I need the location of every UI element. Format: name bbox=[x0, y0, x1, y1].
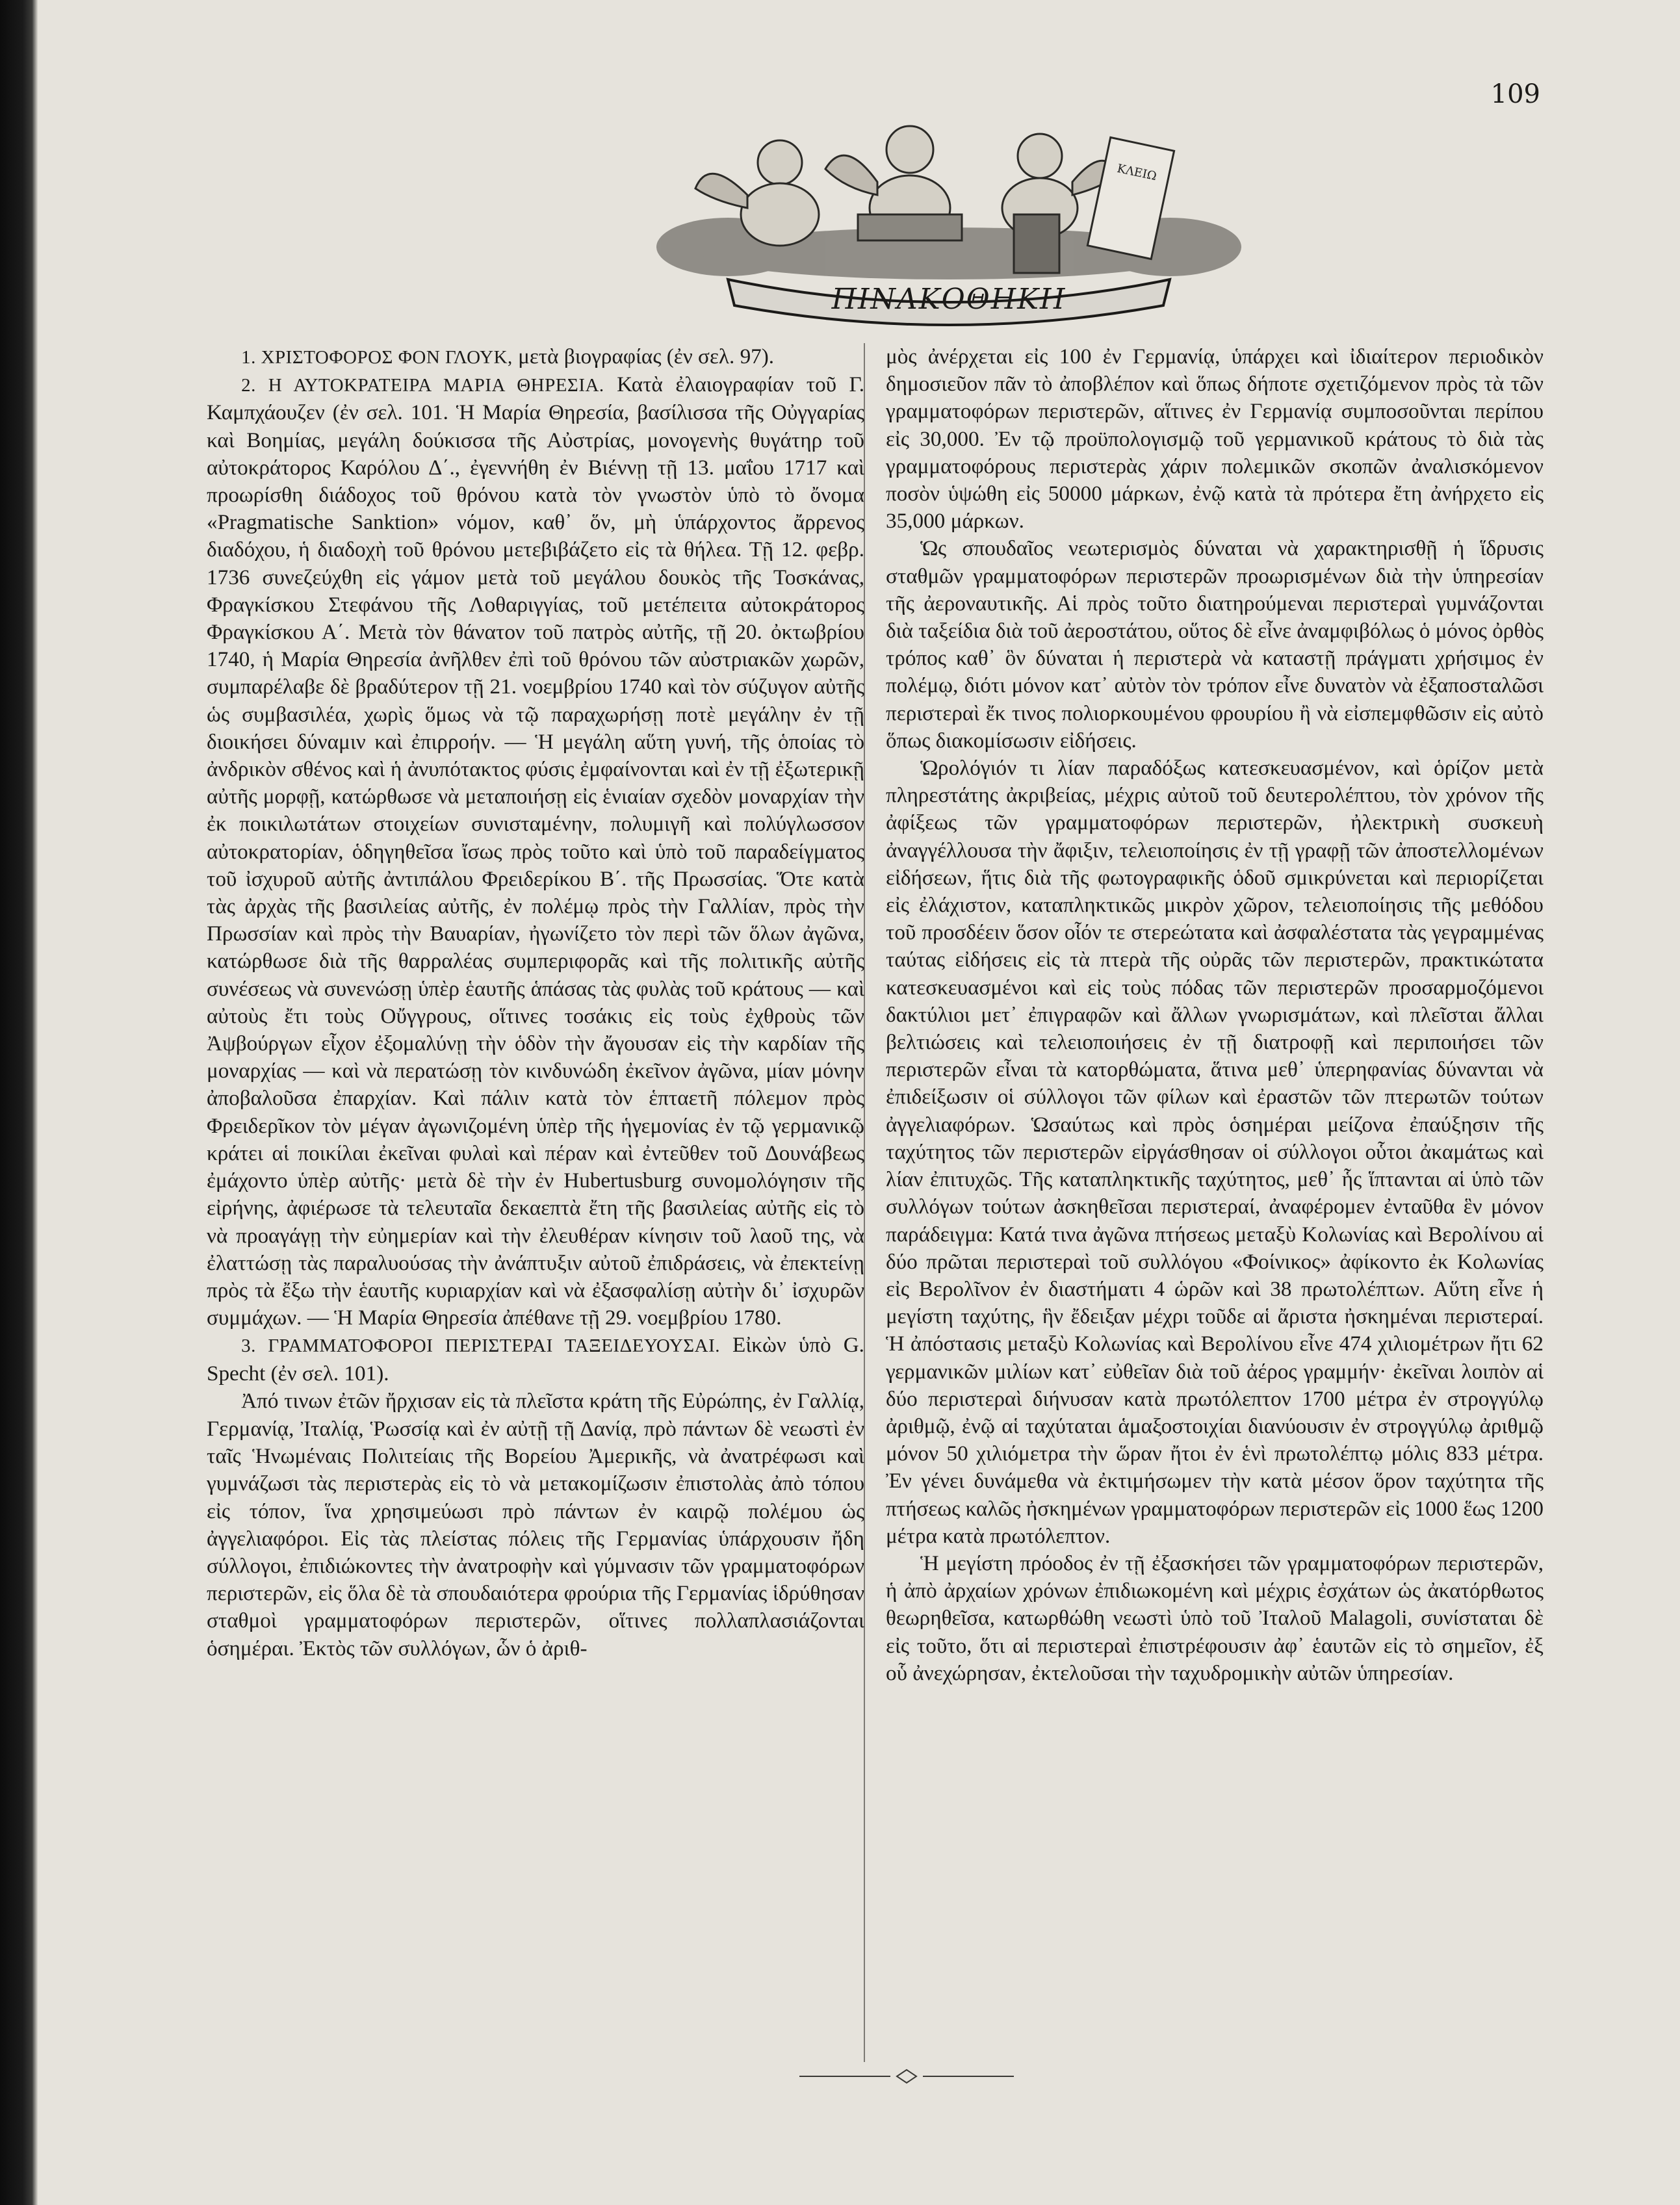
item-heading: 1. ΧΡΙΣΤΟΦΟΡΟΣ ΦΟΝ ΓΛΟΥΚ, bbox=[241, 347, 513, 368]
paragraph-item-4 bbox=[207, 1387, 864, 1662]
item-heading: 3. ΓΡΑΜΜΑΤΟΦΟΡΟΙ ΠΕΡΙΣΤΕΡΑΙ ΤΑΞΕΙΔΕΥΟΥΣΑΙ. bbox=[241, 1335, 720, 1357]
paragraph-text: Κατὰ ἐλαιογραφίαν τοῦ Γ. Καμπχάουζεν (ἐν σελ. 101. Ἡ Μαρία Θηρεσία, βασίλισσα τῆς Οὐγγαρίας καὶ Βοημίας, μεγάλη δούκισσα τῆς Αὐστρίας, μονογενὴς θυγάτηρ τοῦ αὐτοκράτορος Καρόλου Δ΄., ἐγεννήθη ἐν Βιέννῃ τῇ 13. μαΐου 1717 καὶ προωρίσθη διάδοχος τοῦ θρόνου κατὰ τὸν γνωστὸν ὑπὸ τὸ ὄνομα «Pragmatische Sanktion» νόμον, καθ᾽ ὅν, μὴ ὑπάρχοντος ἄρρενος διαδόχου, ἡ διαδοχὴ τοῦ θρόνου μετεβιβάζετο εἰς τὰ θήλεα. Τῇ 12. φεβρ. 1736 συνεζεύχθη εἰς γάμον μετὰ τοῦ μεγάλου δουκὸς τῆς Τοσκάνας, Φραγκίσκου Στεφάνου τῆς Λοθαριγγίας, τοῦ μετέπειτα αὐτοκράτορος Φραγκίσκου Α΄. Μετὰ τὸν θάνατον τοῦ πατρὸς αὐτῆς, τῇ 20. ὀκτωβρίου 1740, ἡ Μαρία Θηρεσία ἀνῆλθεν ἐπὶ τοῦ θρόνου τῶν αὐστριακῶν χωρῶν, συμπαρέλαβε δὲ βραδύτερον τῇ 21. νοεμβρίου 1740 καὶ τὸν σύζυγον αὐτῆς ὡς συμβασιλέα, χωρὶς ὅμως νὰ τῷ παραχωρήσῃ ποτὲ μεγάλην ἐν τῇ διοικήσει δύναμιν καὶ ἐπιρροήν. — Ἡ μεγάλη αὕτη γυνή, τῆς ὁποίας τὸ ἀνδρικὸν σθένος καὶ ἡ ἀνυπότακτος φύσις ἐμφαίνονται καὶ ἐν τῇ ἐξωτερικῇ αὐτῆς μορφῇ, κατώρθωσε νὰ μεταποιήσῃ εἰς ἑνιαίαν σχεδὸν μοναρχίαν τὴν ἐκ ποικιλωτάτων στοιχείων συνισταμένην, πολυμιγῆ καὶ πολύγλωσσον αὐτοκρατορίαν, ὁδηγηθεῖσα ἴσως πρὸς τοῦτο καὶ ὑπὸ τοῦ παραδείγματος τοῦ ἰσχυροῦ αὐτῆς ἀντιπάλου Φρειδερίκου Β΄. τῆς Πρωσσίας. Ὅτε κατὰ τὰς ἀρχὰς τῆς βασιλείας αὐτῆς, ἐν πολέμῳ πρὸς τὴν Γαλλίαν, πρὸς τὴν Πρωσσίαν καὶ πρὸς τὴν Βαυαρίαν, ἠγωνίζετο τὸν περὶ τῶν ὅλων ἀγῶνα, κατώρθωσε διὰ τῆς θαρραλέας συμπεριφορᾶς καὶ τῆς πολιτικῆς αὐτῆς συνέσεως νὰ συνενώσῃ ὑπὲρ ἑαυτῆς ἁπάσας τὰς φυλὰς τοῦ κράτους — καὶ αὐτοὺς ἔτι τοὺς Οὔγγρους, οἵτινες τοσάκις εἰς τοὺς ἐχθροὺς τῶν Ἀψβούργων εἶχον ἐξομαλύνῃ τὴν ὁδὸν τὴν ἄγουσαν εἰς τὴν καρδίαν τῆς μοναρχίας — καὶ νὰ περατώσῃ τὸν κινδυνώδη ἐκεῖνον ἀγῶνα, μίαν μόνην ἀποβαλοῦσα ἐπαρχίαν. Καὶ πάλιν κατὰ τὸν ἑπταετῆ πόλεμον πρὸς Φρειδερῖκον τὸν μέγαν ἀγωνιζομένη ὑπὲρ τῆς ἡγεμονίας ἐν τῷ γερμανικῷ κράτει αἱ ποικίλαι ἐκεῖναι φυλαὶ καὶ πέραν καὶ ἐντεῦθεν τοῦ Δουνάβεως ἐμάχοντο ὑπὲρ αὐτῆς· μετὰ δὲ τὴν ἐν Hubertusburg συνομολόγησιν τῆς εἰρήνης, ἀφιέρωσε τὰ τελευταῖα δεκαεπτὰ ἔτη τῆς βασιλείας αὐτῆς εἰς τὸ νὰ προαγάγῃ τὴν εὐημερίαν καὶ τὴν ἐλευθέραν κίνησιν τοῦ λαοῦ της, νὰ ἐλαττώσῃ τὰς παραλυούσας τὴν ἀνάπτυξιν αὐτοῦ ἐπιδράσεις, νὰ ἐπεκτείνῃ πρὸς τὰ ἔξω τὴν ἑαυτῆς κυριαρχίαν καὶ νὰ ἐξασφαλίσῃ αὐτὴν δι᾽ ἰσχυρῶν συμμάχων. — Ἡ Μαρία Θηρεσία ἀπέθανε τῇ 29. νοεμβρίου 1780. bbox=[207, 372, 865, 1330]
right-column bbox=[886, 343, 1544, 1687]
left-column bbox=[207, 343, 864, 1662]
item-heading: 2. Η ΑΥΤΟΚΡΑΤΕΙΡΑ ΜΑΡΙΑ ΘΗΡΕΣΙΑ. bbox=[241, 375, 604, 396]
footer-ornament-icon bbox=[799, 2067, 1014, 2086]
paragraph-clock bbox=[886, 754, 1544, 1550]
paragraph-aeronautics bbox=[886, 535, 1544, 754]
book-spine bbox=[0, 0, 38, 2205]
paragraph-malagoli bbox=[886, 1550, 1544, 1687]
paragraph-text: μετὰ βιογραφίας (ἐν σελ. 97). bbox=[512, 344, 775, 368]
scroll-label: ΚΛΕΙΩ bbox=[1115, 161, 1158, 184]
banner-label: ΠΙΝΑΚΟΘΗΚΗ bbox=[831, 283, 1066, 316]
paragraph-text: Ἡ μεγίστη πρόοδος ἐν τῇ ἐξασκήσει τῶν γραμματοφόρων περιστερῶν, ἡ ἀπὸ ἀρχαίων χρόνων ἐπιδιωκομένη καὶ μέχρις ἐσχάτων ὡς ἀκατόρθωτος θεωρηθεῖσα, κατωρθώθη νεωστὶ ὑπὸ τοῦ Ἰταλοῦ Malagoli, συνίσταται δὲ εἰς τοῦτο, ὅτι αἱ περιστεραὶ ἐπιστρέφουσιν ἀφ᾽ ἑαυτῶν εἰς τὸ σημεῖον, ἐξ οὗ ἀνεχώρησαν, ἐκτελοῦσαι τὴν ταχυδρομικὴν αὐτῶν ὑπηρεσίαν. bbox=[886, 1551, 1544, 1685]
cherub-middle-illustration bbox=[825, 126, 962, 240]
pinakotheke-banner-illustration bbox=[650, 117, 1248, 331]
paragraph-text: Ὡς σπουδαῖος νεωτερισμὸς δύναται νὰ χαρακτηρισθῇ ἡ ἵδρυσις σταθμῶν γραμματοφόρων περιστερῶν προωρισμένων διὰ τὴν ὑπηρεσίαν τῆς ἀεροναυτικῆς. Αἱ πρὸς τοῦτο διατηρούμεναι περιστεραὶ γυμνάζονται διὰ ταξείδια διὰ τοῦ ἀεροστάτου, οὕτος δὲ εἶνε ἀναμφιβόλως ὁ μόνος ὀρθὸς τρόπος καθ᾽ ὃν δύναται ἡ περιστερὰ νὰ καταστῇ πράγματι χρήσιμος ἐν πολέμῳ, διότι μόνον κατ᾽ αὐτὸν τὸν τρόπον εἶνε δυνατὸν νὰ ἐξαποσταλῶσι περιστεραὶ ἔκ τινος πολιορκουμένου φρουρίου ἢ νὰ εἰσπεμφθῶσιν εἰς αὐτὸ ὅπως διακομίσωσιν εἰδήσεις. bbox=[886, 536, 1544, 753]
paragraph-continuation bbox=[886, 343, 1544, 535]
page-number: 109 bbox=[1490, 79, 1540, 109]
paragraph-text: Ὡρολόγιόν τι λίαν παραδόξως κατεσκευασμένον, καὶ ὁρίζον μετὰ πληρεστάτης ἀκριβείας, μέχρις αὐτοῦ τοῦ δευτερολέπτου, τὸν χρόνον τῆς ἀφίξεως τῶν γραμματοφόρων περιστερῶν, ἠλεκτρικὴ συσκευὴ ἀναγγέλλουσα τὴν ἄφιξιν, τελειοποίησις ἐν τῇ γραφῇ τῶν ἀποστελλομένων εἰδήσεων, ἥτις διὰ τῆς φωτογραφικῆς ὁδοῦ σμικρύνεται καὶ περιορίζεται εἰς ἐλάχιστον, καταπληκτικῶς μικρὸν χῶρον, τελειοποίησις τῆς μεθόδου τοῦ προσδέειν ὅσον οἷόν τε στερεώτατα καὶ ἀσφαλέστατα τὰς γεγραμμένας ταύτας εἰδήσεις εἰς τὰ πτερὰ τῆς οὐρᾶς τῶν περιστερῶν, πρακτικώτατα κατεσκευασμένοι καὶ εἰς τοὺς πόδας τῶν περιστερῶν προσαρμοζόμενοι δακτύλιοι μετ᾽ ἐπιγραφῶν καὶ ἄλλων γνωρισμάτων, καὶ πλεῖσται ἄλλαι βελτιώσεις καὶ τελειοποιήσεις ἐν τῇ διατροφῇ καὶ περιποιήσει τῶν περιστερῶν εἶναι τὰ κατορθώματα, ἅτινα μεθ᾽ ὑπερηφανίας δύνανται νὰ ἐπιδείξωσιν οἱ σύλλογοι τῶν φίλων καὶ ἐραστῶν τῶν πτερωτῶν τούτων ἀγγελιαφόρων. Ὡσαύτως καὶ πρὸς ὁσημέραι μείζονα ἐπαύξησιν τῆς ταχύτητος τῶν περιστερῶν εἰργάσθησαν οἱ σύλλογοι οὗτοι ἀκαμάτως καὶ λίαν ἐπιτυχῶς. Τῆς καταπληκτικῆς ταχύτητος, μεθ᾽ ἧς ἵπτανται αἱ ὑπὸ τῶν συλλόγων τούτων ἀσκηθεῖσαι περιστεραί, ἀναφέρομεν ἐνταῦθα ἓν μόνον παράδειγμα: Κατά τινα ἀγῶνα πτήσεως μεταξὺ Κολωνίας καὶ Βερολίνου αἱ δύο πρῶται περιστεραὶ τοῦ συλλόγου «Φοίνικος» ἀφίκοντο ἐκ Κολωνίας εἰς Βερολῖνον ἐν διαστήματι 4 ὡρῶν καὶ 38 πρωτολέπτων. Αὕτη εἶνε ἡ μεγίστη ταχύτης, ἣν ἔδειξαν μέχρι τοῦδε αἱ ἄριστα ἠσκημέναι περιστεραί. Ἡ ἀπόστασις μεταξὺ Κολωνίας καὶ Βερολίνου εἶνε 474 χιλιομέτρων ἤτι 62 γερμανικῶν μιλίων κατ᾽ εὐθεῖαν διὰ τοῦ ἀέρος γραμμήν· ἐκεῖναι λοιπὸν αἱ δύο περιστεραὶ διήνυσαν κατὰ πρωτόλεπτον 1700 μέτρα ἐν στρογγύλῳ ἀριθμῷ, ἐνῷ αἱ ταχύταται ἁμαξοστοιχίαι διανύουσιν ἐν στρογγύλῳ ἀριθμῷ μόνον 50 χιλιόμετρα τὴν ὥραν ἤτοι ἐν ἑνὶ πρωτολέπτῳ μόλις 833 μέτρα. Ἐν γένει δυνάμεθα νὰ ἐκτιμήσωμεν τὴν κατὰ μέσον ὅρον ταχύτητα τῆς πτήσεως καλῶς ἠσκημένων γραμματοφόρων περιστερῶν εἰς 1000 ἕως 1200 μέτρα κατὰ πρωτόλεπτον. bbox=[886, 756, 1544, 1548]
paragraph-item-3 bbox=[207, 1332, 864, 1387]
paragraph-text: μὸς ἀνέρχεται εἰς 100 ἐν Γερμανίᾳ, ὑπάρχει καὶ ἰδιαίτερον περιοδικὸν δημοσιεῦον πᾶν τὸ ἀποβλέπον καὶ ὅπως δήποτε σχετιζόμενον πρὸς τὰ τῶν γραμματοφόρων περιστερῶν, αἵτινες ἐν Γερμανίᾳ συμποσοῦνται περίπου εἰς 30,000. Ἐν τῷ προϋπολογισμῷ τοῦ γερμανικοῦ κράτους τὸ διὰ τὰς γραμματοφόρους περιστερὰς χάριν πολεμικῶν σκοπῶν ἀναλισκόμενον ποσὸν ὑψώθη εἰς 50000 μάρκων, ἐνῷ κατὰ τὰ πρότερα ἔτη ἀνήρχετο εἰς 35,000 μάρκων. bbox=[886, 344, 1544, 534]
paragraph-item-2 bbox=[207, 371, 864, 1332]
paragraph-item-1 bbox=[207, 343, 864, 371]
paragraph-text: Ἀπό τινων ἐτῶν ἤρχισαν εἰς τὰ πλεῖστα κράτη τῆς Εὐρώπης, ἐν Γαλλίᾳ, Γερμανίᾳ, Ἰταλίᾳ, Ῥωσσίᾳ καὶ ἐν αὐτῇ τῇ Δανίᾳ, πρὸ πάντων δὲ νεωστὶ ἐν ταῖς Ἡνωμέναις Πολιτείαις τῆς Βορείου Ἀμερικῆς, νὰ ἀνατρέφωσι καὶ γυμνάζωσι τὰς περιστερὰς εἰς τὸ νὰ μετακομίζωσιν ἐπιστολὰς ἀπὸ τόπου εἰς τόπον, ἵνα χρησιμεύωσι πρὸ πάντων ἐν καιρῷ πολέμου ὡς ἀγγελιαφόροι. Εἰς τὰς πλείστας πόλεις τῆς Γερμανίας ὑπάρχουσιν ἤδη σύλλογοι, ἐπιδιώκοντες τὴν ἀνατροφὴν καὶ γύμνασιν τῶν γραμματοφόρων περιστερῶν, εἰς ὅλα δὲ τὰ σπουδαιότερα φρούρια τῆς Γερμανίας ἱδρύθησαν σταθμοὶ γραμματοφόρων περιστερῶν, οἵτινες πολλαπλασιάζονται ὁσημέραι. Ἐκτὸς τῶν συλλόγων, ὧν ὁ ἀριθ- bbox=[207, 1388, 864, 1660]
paragraph-text: Εἰκὼν ὑπὸ G. Specht (ἐν σελ. 101). bbox=[207, 1333, 864, 1386]
